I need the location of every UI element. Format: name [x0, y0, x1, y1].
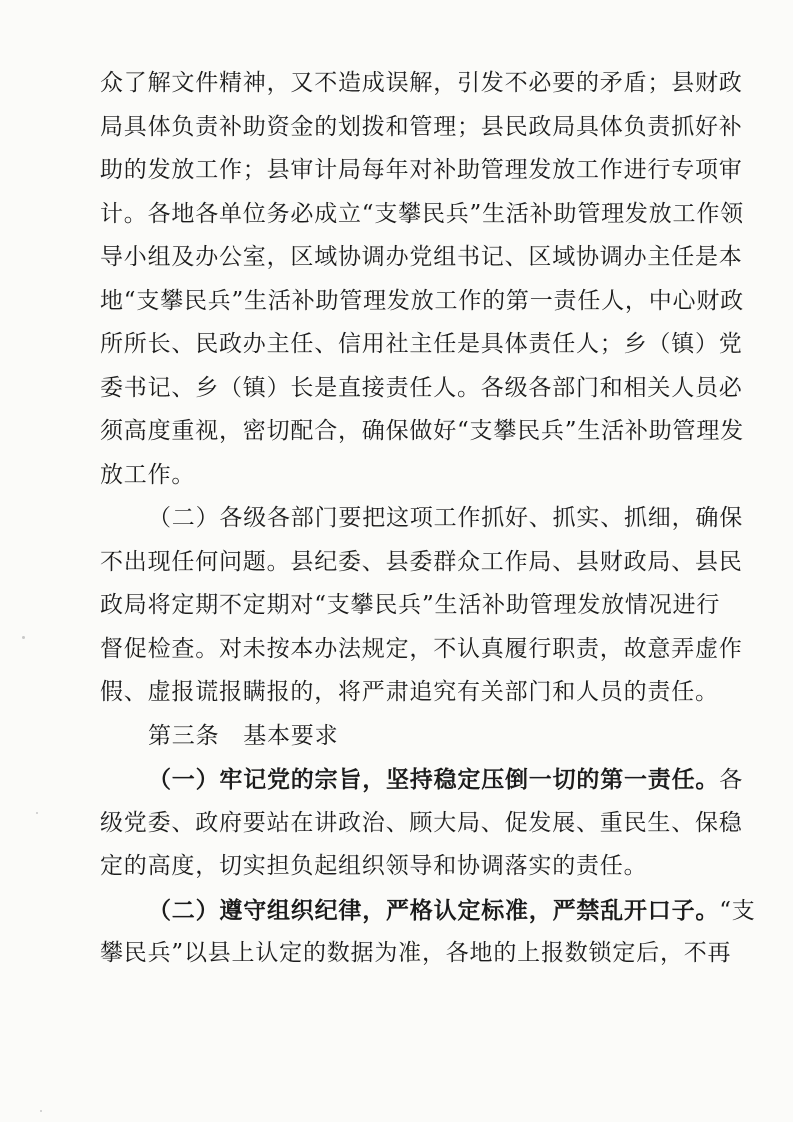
text-line: 假、虚报谎报瞒报的，将严肃追究有关部门和人员的责任。: [100, 679, 719, 705]
scan-speck: [40, 1110, 42, 1112]
text-span: “支: [719, 897, 756, 924]
bold-phrase: （一）牢记党的宗旨，坚持稳定压倒一切的第一责任。: [148, 766, 720, 793]
text-line: 放工作。: [100, 461, 196, 488]
section-heading: 第三条 基本要求: [148, 722, 339, 749]
paragraph-start-line: [100, 758, 744, 802]
paragraph-start-line: [100, 889, 756, 933]
text-line: 助的发放工作；县审计局每年对补助管理发放工作进行专项审: [100, 157, 743, 183]
text-line: 定的高度，切实担负起组织领导和协调落实的责任。: [100, 853, 648, 879]
text-line: 级党委、政府要站在讲政治、顾大局、促发展、重民生、保稳: [100, 809, 743, 836]
text-line: 不出现任何问题。县纪委、县委群众工作局、县财政局、县民: [100, 548, 743, 575]
text-line: 督促检查。对未按本办法规定，不认真履行职责，故意弄虚作: [100, 635, 743, 662]
text-line: 委书记、乡（镇）长是直接责任人。各级各部门和相关人员必: [100, 374, 743, 401]
text-line: 地“支攀民兵”生活补助管理发放工作的第一责任人，中心财政: [100, 287, 744, 314]
text-line: 须高度重视，密切配合，确保做好“支攀民兵”生活补助管理发: [100, 418, 744, 444]
scan-speck: [36, 812, 38, 814]
text-line: 计。各地各单位务必成立“支攀民兵”生活补助管理发放工作领: [100, 200, 744, 227]
text-line: 导小组及办公室，区域协调办党组书记、区域协调办主任是本: [100, 244, 743, 270]
text-line: 局具体负责补助资金的划拨和管理；县民政局具体负责抓好补: [100, 113, 743, 140]
text-line: 攀民兵”以县上认定的数据为准，各地的上报数锁定后，不再: [100, 940, 732, 966]
text-span: 各: [719, 767, 744, 793]
text-line: 政局将定期不定期对“支攀民兵”生活补助管理发放情况进行: [100, 592, 721, 618]
paragraph-start-line: （二）各级各部门要把这项工作抓好、抓实、抓细，确保: [148, 505, 743, 531]
text-line: 所所长、民政办主任、信用社主任是具体责任人；乡（镇）党: [100, 331, 743, 357]
text-line: 众了解文件精神，又不造成误解，引发不必要的矛盾；县财政: [100, 70, 743, 96]
document-body: [100, 62, 756, 976]
scan-speck: [22, 636, 25, 639]
bold-phrase: （二）遵守组织纪律，严格认定标准，严禁乱开口子。: [148, 896, 720, 924]
